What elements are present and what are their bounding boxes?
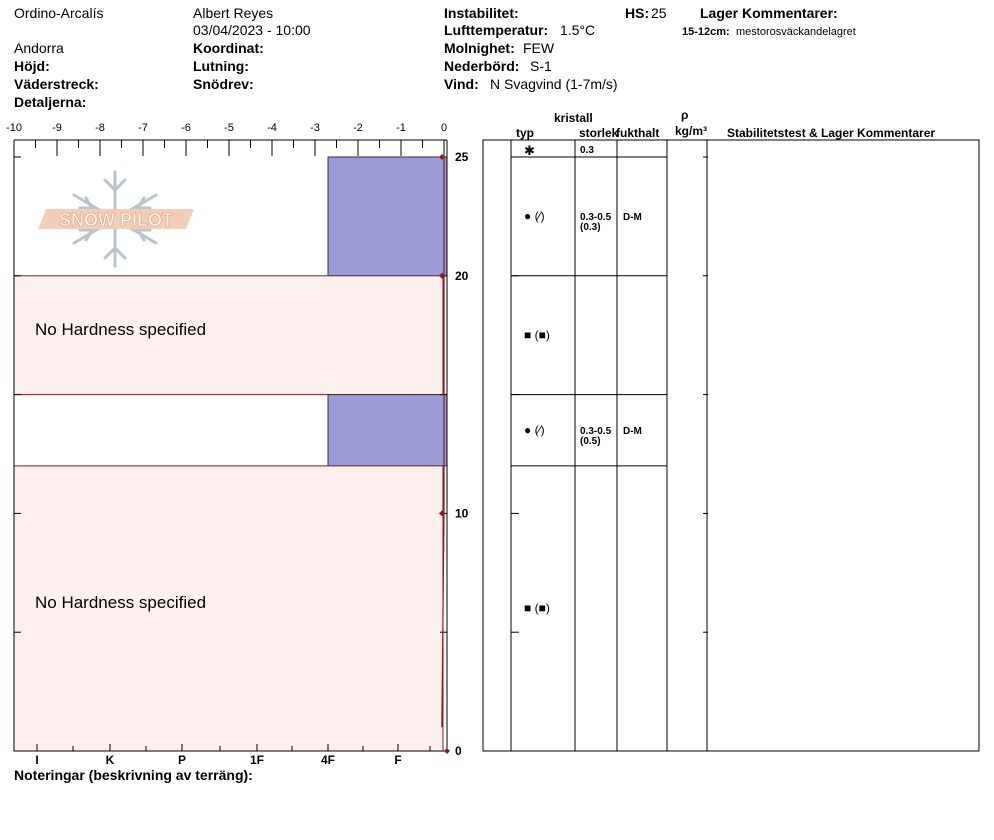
depth-tick-label: 20	[455, 268, 469, 283]
layer-4-grain: ■ (■)	[524, 601, 550, 615]
col-typ: typ	[516, 126, 534, 140]
no-hardness-label-2: No Hardness specified	[35, 593, 207, 612]
wind-value: N Svagvind (1-7m/s)	[490, 76, 618, 92]
elevation-label: Höjd:	[14, 58, 50, 74]
bottom-tick-label: 1F	[249, 753, 265, 767]
instability-label: Instabilitet:	[444, 5, 519, 21]
wind-label: Vind:	[444, 76, 479, 92]
slope-label: Lutning:	[193, 58, 249, 74]
top-tick-label: 0	[440, 122, 448, 134]
col-kristall: kristall	[554, 111, 593, 125]
layer-comments-label: Lager Kommentarer:	[700, 5, 838, 21]
layer-1-size2: (0.3)	[580, 222, 601, 233]
surface-size: 0.3	[580, 145, 594, 156]
bottom-tick-label: F	[394, 753, 402, 767]
layer-table	[483, 140, 979, 751]
top-tick-label: -3	[310, 122, 320, 134]
notes-label: Noteringar (beskrivning av terräng):	[14, 767, 253, 783]
col-storlek: storlek	[579, 126, 619, 140]
top-tick-label: -7	[138, 122, 148, 134]
top-tick-label: -4	[267, 122, 277, 134]
aspect-label: Väderstreck:	[14, 76, 99, 92]
airtemp-label: Lufttemperatur:	[444, 22, 549, 38]
surface-grain: ✱	[524, 143, 535, 158]
bottom-tick-label: K	[105, 753, 115, 767]
bottom-tick-label: 4F	[320, 753, 336, 767]
top-tick-label: -9	[52, 122, 62, 134]
snow-pilot-logo	[38, 172, 194, 266]
hs-label: HS:	[625, 5, 650, 21]
layer-comment-depth: 15-12cm:	[682, 26, 730, 38]
bottom-tick-label: P	[177, 753, 187, 767]
details-label: Detaljerna:	[14, 94, 87, 110]
top-tick-label: -8	[95, 122, 105, 134]
no-hardness-label-1: No Hardness specified	[35, 320, 207, 339]
coord-label: Koordinat:	[193, 40, 264, 56]
hs-value: 25	[651, 5, 667, 21]
col-density-unit: kg/m³	[675, 124, 708, 138]
bottom-tick-label: I	[35, 753, 39, 767]
precip-label: Nederbörd:	[444, 58, 520, 74]
temperature-point	[444, 748, 450, 754]
col-stability: Stabilitetstest & Lager Kommentarer	[727, 126, 936, 140]
layer-3-moisture: D-M	[623, 426, 642, 437]
datetime: 03/04/2023 - 10:00	[193, 22, 311, 38]
depth-tick-label: 0	[455, 744, 462, 758]
layer-comment-text: mestorosväckandelagret	[736, 26, 856, 38]
top-tick-label: -10	[6, 122, 22, 134]
region: Andorra	[14, 40, 64, 56]
col-fukthalt: fukthalt	[616, 126, 660, 140]
layer-2-grain: ■ (■)	[524, 328, 550, 342]
top-tick-label: -6	[181, 122, 191, 134]
layer-1-grain: ● (⁄)	[524, 209, 545, 223]
layer-3-grain: ● (⁄)	[524, 423, 545, 437]
hardness-layers	[14, 157, 447, 751]
drift-label: Snödrev:	[193, 76, 254, 92]
depth-tick-label: 25	[455, 150, 469, 164]
layer-bar-3	[328, 395, 447, 466]
observer: Albert Reyes	[193, 5, 274, 21]
sky-label: Molnighet:	[444, 40, 515, 56]
layer-3-size2: (0.5)	[580, 436, 601, 447]
logo-text: SNOW PILOT	[59, 210, 173, 230]
layer-bar-1	[328, 157, 447, 276]
precip-value: S-1	[530, 58, 552, 74]
depth-tick-label: 10	[455, 506, 469, 521]
col-rho: ρ	[681, 108, 689, 122]
airtemp-value: 1.5°C	[560, 22, 596, 38]
table-frame	[483, 140, 979, 751]
top-tick-label: -1	[396, 122, 406, 134]
layer-1-moisture: D-M	[623, 212, 642, 223]
sky-value: FEW	[523, 40, 555, 56]
top-axis	[6, 122, 447, 156]
layer-1-size: 0.3-0.5	[580, 212, 612, 223]
location: Ordino-Arcalís	[14, 5, 104, 21]
top-tick-label: -5	[224, 122, 234, 134]
top-tick-label: -2	[353, 122, 363, 134]
layer-3-size: 0.3-0.5	[580, 426, 612, 437]
